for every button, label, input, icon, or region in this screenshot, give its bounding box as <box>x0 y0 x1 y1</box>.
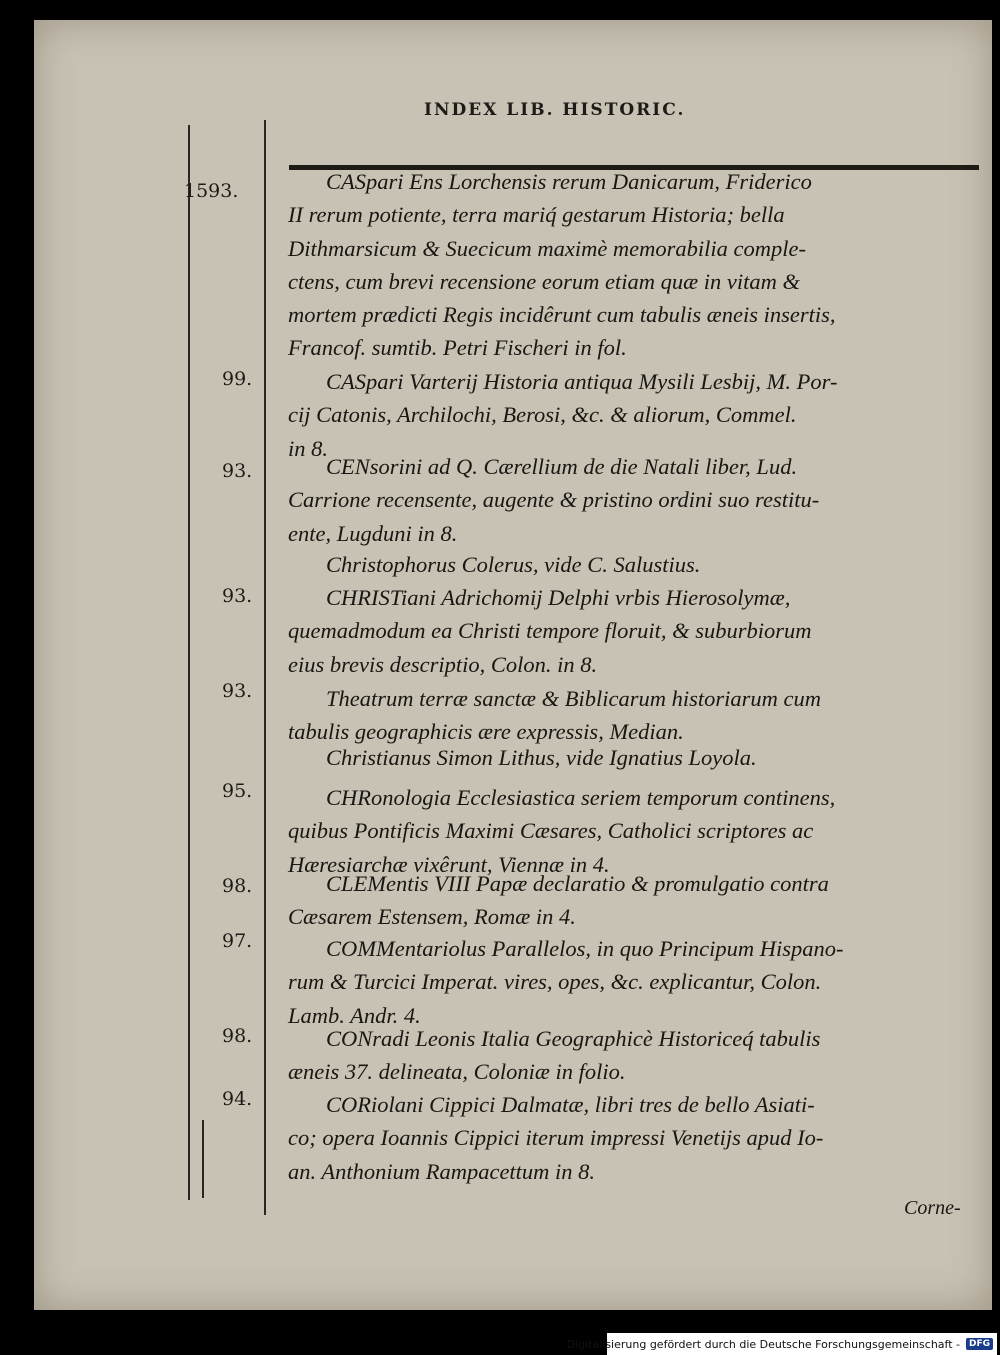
index-entry <box>288 165 953 365</box>
entry-line: eius brevis descriptio, Colon. in 8. <box>288 651 598 677</box>
entry-line: CHRISTiani Adrichomij Delphi vrbis Hierosolymæ, <box>326 585 791 610</box>
entry-year: 93. <box>222 585 253 607</box>
index-entry <box>288 932 953 1032</box>
entry-line: Francof. sumtib. Petri Fischeri in fol. <box>288 335 627 361</box>
entry-line: ente, Lugduni in 8. <box>288 520 458 546</box>
margin-line-inner <box>264 120 266 1215</box>
index-entry <box>288 581 953 681</box>
dfg-logo: DFG <box>966 1338 993 1350</box>
entry-line: CENsorini ad Q. Cærellium de die Natali liber, Lud. <box>326 454 798 479</box>
entry-line: Carrione recensente, augente & pristino ordini suo restitu- <box>288 487 820 513</box>
entry-line: Christianus Simon Lithus, vide Ignatius Loyola. <box>326 745 757 770</box>
entry-line: an. Anthonium Rampacettum in 8. <box>288 1158 596 1184</box>
entry-line: mortem prædicti Regis incidêrunt cum tabulis æneis insertis, <box>288 302 836 328</box>
entry-line: II rerum potiente, terra mariq́ gestarum Historia; bella <box>288 202 785 228</box>
running-header: INDEX LIB. HISTORIC. <box>424 100 686 120</box>
entry-line: Christophorus Colerus, vide C. Salustius. <box>326 552 701 577</box>
entry-line: co; opera Ioannis Cippici iterum impressi Venetijs apud Io- <box>288 1125 824 1151</box>
entry-line: CHRonologia Ecclesiastica seriem temporum continens, <box>326 785 836 810</box>
entry-year: 93. <box>222 680 253 702</box>
entry-year: 93. <box>222 460 253 482</box>
entry-line: cij Catonis, Archilochi, Berosi, &c. & aliorum, Commel. <box>288 402 797 428</box>
entry-year: 99. <box>222 368 253 390</box>
entry-line: CASpari Varterij Historia antiqua Mysili Lesbij, M. Por- <box>326 369 838 394</box>
index-entry <box>288 548 953 581</box>
entry-line: Cæsarem Estensem, Romæ in 4. <box>288 904 576 930</box>
index-entry <box>288 741 953 774</box>
entry-line: æneis 37. delineata, Coloniæ in folio. <box>288 1059 626 1085</box>
entry-year: 95. <box>222 780 253 802</box>
entry-year: 97. <box>222 930 253 952</box>
entry-line: ctens, cum brevi recensione eorum etiam quæ in vitam & <box>288 268 800 294</box>
index-entry <box>288 1022 953 1089</box>
catchword: Corne- <box>904 1197 961 1219</box>
entry-line: quemadmodum ea Christi tempore floruit, & suburbiorum <box>288 618 812 644</box>
entry-year: 1593. <box>184 180 239 202</box>
margin-line-fragment <box>202 1120 204 1198</box>
entry-year: 94. <box>222 1088 253 1110</box>
entry-line: in 8. <box>288 435 329 461</box>
entry-line: Lamb. Andr. 4. <box>288 1002 421 1028</box>
footer-text: Digitalisierung gefördert durch die Deutsche Forschungsgemeinschaft - <box>566 1337 960 1351</box>
entry-line: rum & Turcici Imperat. vires, opes, &c. explicantur, Colon. <box>288 969 822 995</box>
index-entry <box>288 781 953 881</box>
index-entry <box>288 450 953 550</box>
entry-year: 98. <box>222 875 253 897</box>
entry-line: Hæresiarchæ vixêrunt, Viennæ in 4. <box>288 851 610 877</box>
margin-line-outer <box>188 125 190 1200</box>
index-entry <box>288 1088 953 1188</box>
index-entry <box>288 682 953 749</box>
entry-line: CORiolani Cippici Dalmatæ, libri tres de bello Asiati- <box>326 1092 815 1117</box>
entry-line: COMMentariolus Parallelos, in quo Principum Hispano- <box>326 936 844 961</box>
entry-line: CONradi Leonis Italia Geographicè Historiceq́ tabulis <box>326 1026 821 1051</box>
entry-line: CLEMentis VIII Papæ declaratio & promulgatio contra <box>326 871 829 896</box>
index-entry <box>288 867 953 934</box>
entry-line: CASpari Ens Lorchensis rerum Danicarum, Friderico <box>326 169 812 194</box>
entry-year: 98. <box>222 1025 253 1047</box>
entry-line: Theatrum terræ sanctæ & Biblicarum historiarum cum <box>326 686 822 711</box>
entry-line: quibus Pontificis Maximi Cæsares, Catholici scriptores ac <box>288 818 814 844</box>
dfg-footer <box>566 1333 997 1355</box>
entry-line: tabulis geographicis ære expressis, Median. <box>288 719 684 745</box>
entry-line: Dithmarsicum & Suecicum maximè memorabilia comple- <box>288 235 807 261</box>
book-page <box>34 20 992 1310</box>
